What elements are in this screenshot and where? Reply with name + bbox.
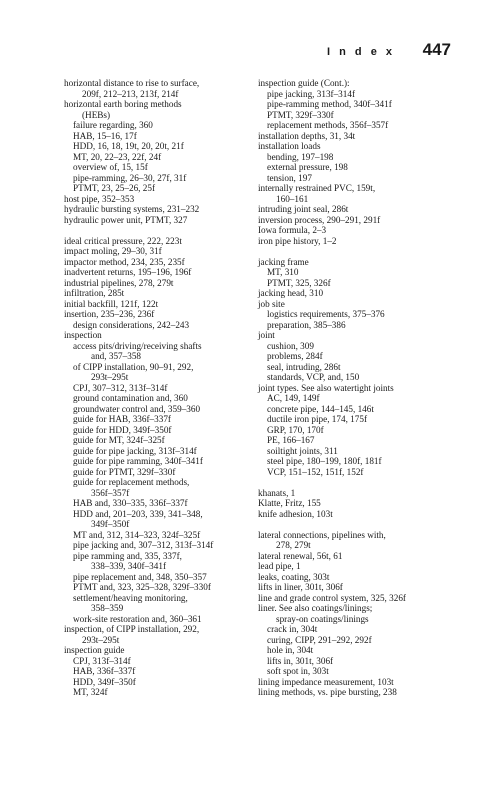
index-subentry: curing, CIPP, 291–292, 292f bbox=[267, 634, 372, 645]
index-entry: industrial pipelines, 278, 279t bbox=[64, 277, 174, 288]
index-subentry: CPJ, 307–312, 313f–314f bbox=[73, 382, 168, 393]
index-subentry: tension, 197 bbox=[267, 172, 312, 183]
index-subentry: CPJ, 313f–314f bbox=[73, 655, 131, 666]
index-subentry: and, 357–358 bbox=[91, 351, 142, 361]
index-subentry: logistics requirements, 375–376 bbox=[267, 309, 385, 319]
index-entry: iron pipe history, 1–2 bbox=[258, 235, 337, 246]
index-subentry: overview of, 15, 15f bbox=[73, 162, 148, 172]
index-subentry: work-site restoration and, 360–361 bbox=[73, 613, 202, 624]
index-column-right bbox=[258, 78, 454, 698]
index-subentry: 293t–295t bbox=[82, 634, 120, 645]
index-subentry: preparation, 385–386 bbox=[267, 319, 346, 330]
index-subentry: replacement methods, 356f–357f bbox=[267, 120, 389, 130]
index-entry: initial backfill, 121f, 122t bbox=[64, 298, 159, 309]
index-subentry: steel pipe, 180–199, 180f, 181f bbox=[267, 456, 382, 466]
index-subentry: 338–339, 340f–341f bbox=[91, 561, 167, 571]
index-subentry: ground contamination and, 360 bbox=[73, 393, 188, 403]
index-entry: Iowa formula, 2–3 bbox=[258, 225, 327, 235]
index-subentry: PTMT and, 323, 325–328, 329f–330f bbox=[73, 582, 211, 592]
index-subentry: failure regarding, 360 bbox=[73, 120, 153, 130]
index-subentry: HAB, 336f–337f bbox=[73, 666, 136, 676]
index-subentry: pipe jacking and, 307–312, 313f–314f bbox=[73, 540, 214, 550]
index-entry: hydraulic bursting systems, 231–232 bbox=[64, 204, 200, 214]
index-subentry: 358–359 bbox=[91, 603, 124, 613]
index-entry: inspection guide (Cont.): bbox=[258, 78, 350, 88]
index-subentry: groundwater control and, 359–360 bbox=[73, 403, 201, 414]
index-entry: inspection, of CIPP installation, 292, bbox=[64, 624, 200, 634]
index-subentry: guide for MT, 324f–325f bbox=[73, 435, 165, 445]
index-subentry: 278, 279t bbox=[276, 540, 311, 550]
index-subentry: guide for HDD, 349f–350f bbox=[73, 424, 172, 435]
index-entry: jacking frame bbox=[258, 256, 309, 267]
index-subentry: problems, 284f bbox=[267, 351, 323, 361]
index-subentry: PTMT, 23, 25–26, 25f bbox=[73, 183, 156, 193]
index-entry: ideal critical pressure, 222, 223t bbox=[64, 235, 182, 246]
index-subentry: (HEBs) bbox=[82, 109, 111, 120]
index-subentry: access pits/driving/receiving shafts bbox=[73, 340, 202, 351]
header-title: I n d e x bbox=[327, 46, 395, 58]
index-entry: internally restrained PVC, 159t, bbox=[258, 183, 376, 193]
index-subentry: crack in, 304t bbox=[267, 624, 318, 634]
index-subentry: guide for PTMT, 329f–330f bbox=[73, 466, 176, 477]
index-entry: infiltration, 285t bbox=[64, 288, 125, 298]
index-subentry: pipe jacking, 313f–314f bbox=[267, 88, 356, 99]
index-column-left bbox=[64, 78, 254, 698]
index-entry: hydraulic power unit, PTMT, 327 bbox=[64, 214, 188, 225]
index-subentry: design considerations, 242–243 bbox=[73, 319, 190, 330]
index-subentry: MT and, 312, 314–323, 324f–325f bbox=[73, 529, 201, 540]
index-entry: lateral renewal, 56t, 61 bbox=[258, 550, 343, 561]
index-subentry: guide for HAB, 336f–337f bbox=[73, 414, 171, 424]
index-entry: installation depths, 31, 34t bbox=[258, 130, 356, 141]
index-subentry: bending, 197–198 bbox=[267, 151, 334, 162]
index-subentry: guide for replacement methods, bbox=[73, 477, 190, 487]
index-subentry: GRP, 170, 170f bbox=[267, 424, 324, 435]
index-subentry: HDD, 16, 18, 19t, 20, 20t, 21f bbox=[73, 141, 184, 151]
index-subentry: MT, 324f bbox=[73, 687, 108, 697]
index-entry: job site bbox=[258, 298, 285, 309]
running-header bbox=[60, 40, 451, 60]
index-subentry: pipe ramming and, 335, 337f, bbox=[73, 550, 182, 561]
index-entry: liner. See also coatings/linings; bbox=[258, 603, 373, 613]
index-subentry: 349f–350f bbox=[91, 519, 130, 529]
index-subentry: spray-on coatings/linings bbox=[276, 613, 369, 624]
index-subentry: AC, 149, 149f bbox=[267, 393, 320, 403]
index-entry: joint types. See also watertight joints bbox=[258, 382, 394, 393]
index-subentry: HDD and, 201–203, 339, 341–348, bbox=[73, 508, 203, 519]
index-subentry: soiltight joints, 311 bbox=[267, 445, 338, 456]
index-entry: line and grade control system, 325, 326f bbox=[258, 592, 406, 603]
index-entry: inadvertent returns, 195–196, 196f bbox=[64, 267, 192, 277]
index-subentry: MT, 20, 22–23, 22f, 24f bbox=[73, 151, 162, 162]
section-gap bbox=[258, 519, 454, 530]
index-subentry: 209f, 212–213, 213f, 214f bbox=[82, 88, 179, 99]
index-subentry: seal, intruding, 286t bbox=[267, 361, 341, 372]
index-entry: khanats, 1 bbox=[258, 487, 296, 498]
index-subentry: pipe replacement and, 348, 350–357 bbox=[73, 571, 207, 582]
index-subentry: pipe-ramming method, 340f–341f bbox=[267, 99, 392, 109]
index-entry: insertion, 235–236, 236f bbox=[64, 309, 155, 319]
index-subentry: HAB, 15–16, 17f bbox=[73, 130, 137, 141]
index-entry: impactor method, 234, 235, 235f bbox=[64, 256, 185, 267]
section-gap bbox=[64, 225, 254, 236]
index-subentry: soft spot in, 303t bbox=[267, 666, 329, 676]
index-subentry: settlement/heaving monitoring, bbox=[73, 592, 188, 603]
index-subentry: hole in, 304t bbox=[267, 645, 314, 655]
index-subentry: HAB and, 330–335, 336f–337f bbox=[73, 498, 188, 508]
index-subentry: ductile iron pipe, 174, 175f bbox=[267, 414, 368, 424]
index-subentry: MT, 310 bbox=[267, 267, 299, 277]
index-entry: lateral connections, pipelines with, bbox=[258, 529, 386, 540]
index-entry: inversion process, 290–291, 291f bbox=[258, 214, 381, 225]
page-number: 447 bbox=[422, 40, 451, 59]
index-entry: joint bbox=[258, 330, 275, 340]
index-subentry: PTMT, 325, 326f bbox=[267, 277, 331, 288]
index-subentry: cushion, 309 bbox=[267, 340, 314, 351]
index-entry: horizontal distance to rise to surface, bbox=[64, 78, 200, 88]
index-subentry: of CIPP installation, 90–91, 292, bbox=[73, 361, 194, 372]
index-entry: lifts in liner, 301t, 306f bbox=[258, 582, 343, 592]
section-gap bbox=[258, 246, 454, 257]
index-entry: Klatte, Fritz, 155 bbox=[258, 498, 321, 508]
index-entry: horizontal earth boring methods bbox=[64, 99, 182, 109]
index-entry: installation loads bbox=[258, 141, 321, 151]
index-subentry: pipe-ramming, 26–30, 27f, 31f bbox=[73, 172, 187, 183]
index-subentry: external pressure, 198 bbox=[267, 162, 348, 172]
index-entry: impact moling, 29–30, 31f bbox=[64, 246, 162, 256]
index-subentry: guide for pipe jacking, 313f–314f bbox=[73, 445, 197, 456]
index-entry: lining impedance measurement, 103t bbox=[258, 676, 394, 687]
index-subentry: PE, 166–167 bbox=[267, 435, 315, 445]
index-entry: knife adhesion, 103t bbox=[258, 508, 333, 519]
section-gap bbox=[258, 477, 454, 488]
index-subentry: guide for pipe ramming, 340f–341f bbox=[73, 456, 203, 466]
index-subentry: 160–161 bbox=[276, 193, 309, 204]
index-entry: lining methods, vs. pipe bursting, 238 bbox=[258, 687, 397, 697]
index-entry: lead pipe, 1 bbox=[258, 561, 301, 571]
index-entry: inspection bbox=[64, 330, 102, 340]
index-subentry: concrete pipe, 144–145, 146t bbox=[267, 403, 374, 414]
index-subentry: HDD, 349f–350f bbox=[73, 676, 136, 687]
index-entry: leaks, coating, 303t bbox=[258, 571, 330, 582]
index-entry: host pipe, 352–353 bbox=[64, 193, 135, 204]
index-subentry: VCP, 151–152, 151f, 152f bbox=[267, 466, 364, 477]
index-entry: jacking head, 310 bbox=[258, 288, 324, 298]
index-subentry: lifts in, 301t, 306f bbox=[267, 655, 334, 666]
index-subentry: 293t–295t bbox=[91, 372, 129, 382]
index-subentry: PTMT, 329f–330f bbox=[267, 109, 334, 120]
index-entry: inspection guide bbox=[64, 645, 125, 655]
index-entry: intruding joint seal, 286t bbox=[258, 204, 349, 214]
index-subentry: standards, VCP, and, 150 bbox=[267, 372, 360, 382]
index-subentry: 356f–357f bbox=[91, 487, 130, 498]
